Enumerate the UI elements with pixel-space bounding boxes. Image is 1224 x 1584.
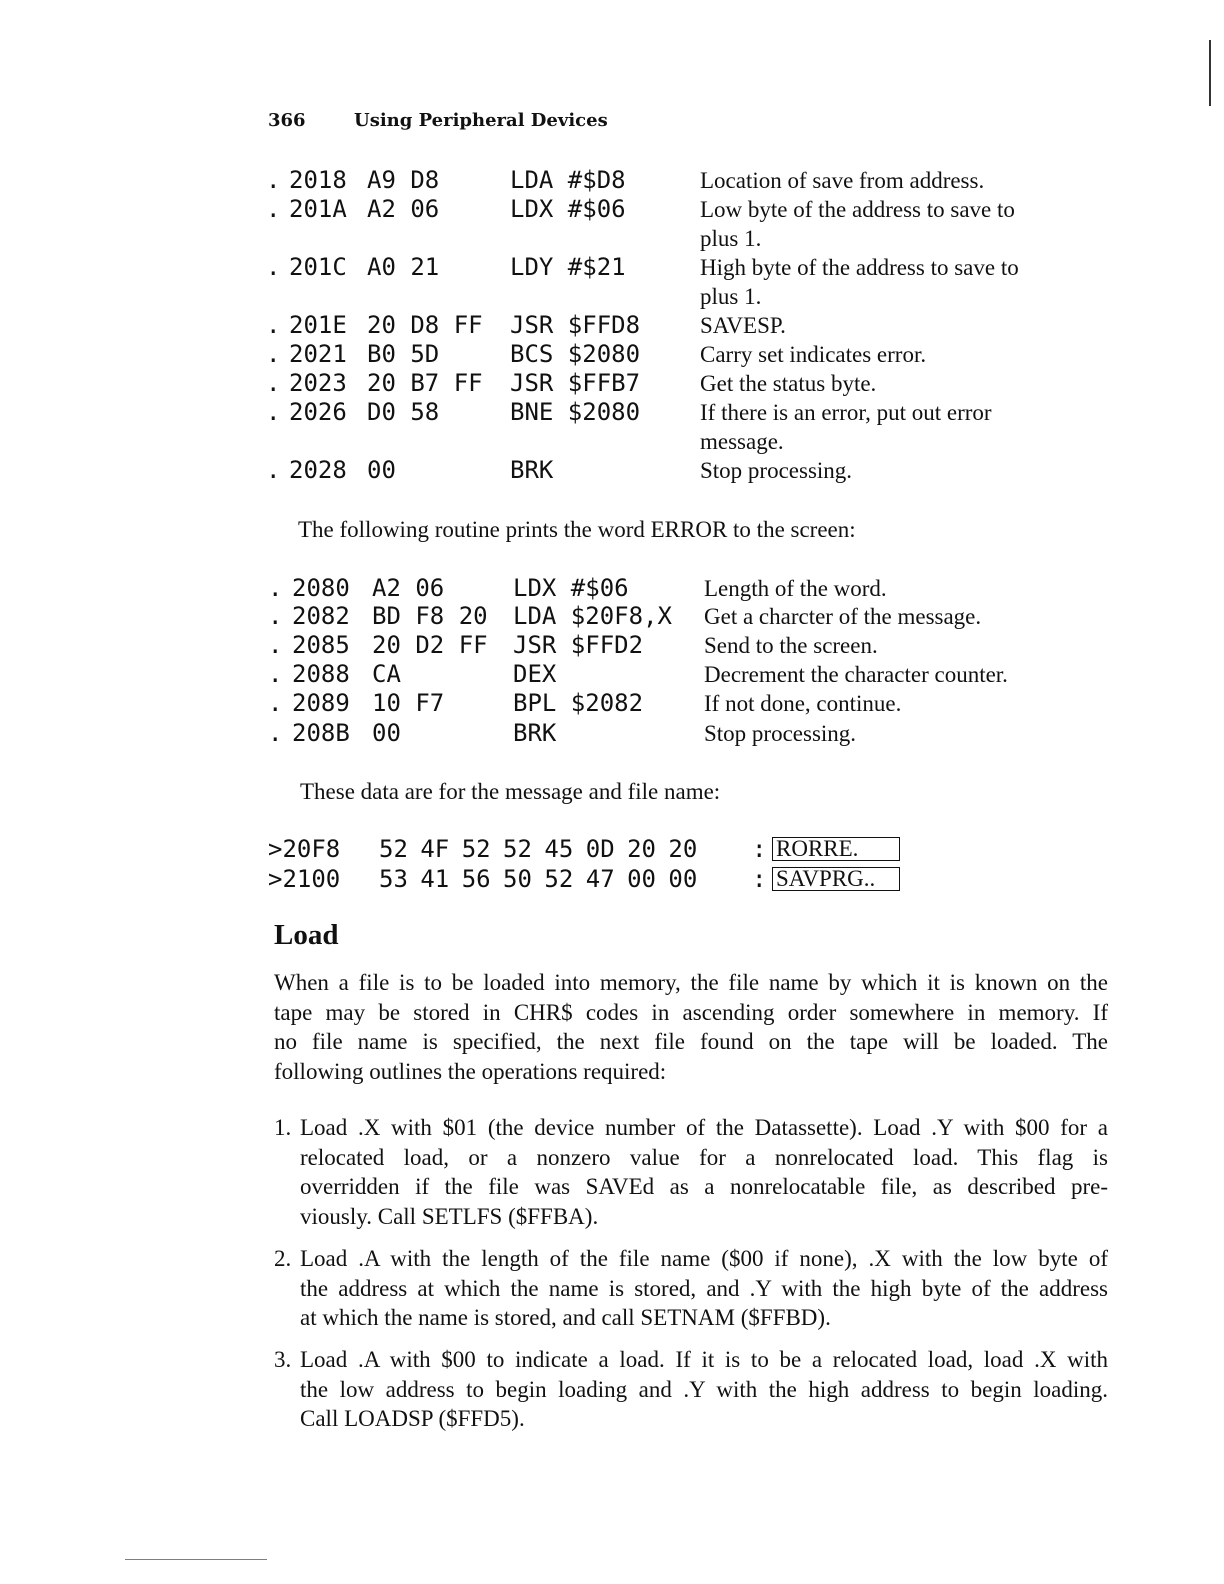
intro-paragraph-error-routine: The following routine prints the word ERROR to the screen: — [298, 517, 856, 542]
bullet-dot: . — [266, 195, 281, 223]
comment: Length of the word. — [704, 576, 887, 601]
list-item-text — [300, 1113, 1108, 1231]
bullet-dot: . — [266, 340, 281, 368]
bullet-dot: . — [266, 456, 281, 484]
colon-separator: : — [752, 835, 767, 863]
instruction: DEX — [513, 660, 557, 688]
instruction: BCS $2080 — [510, 340, 641, 368]
machine-bytes: D0 58 — [367, 398, 440, 426]
list-line: the low address to begin loading and .Y with the high address to begin loading. — [300, 1376, 1108, 1402]
address: 2089 — [292, 689, 350, 717]
comment: High byte of the address to save to — [700, 255, 1019, 280]
machine-bytes: 00 — [372, 719, 401, 747]
footer-rule — [125, 1559, 267, 1560]
comment: Get the status byte. — [700, 371, 877, 396]
address: 208B — [292, 719, 350, 747]
address: 2082 — [292, 602, 350, 630]
bullet-dot: . — [268, 602, 283, 630]
bullet-dot: . — [266, 253, 281, 281]
machine-bytes: A0 21 — [367, 253, 440, 281]
machine-bytes: A2 06 — [367, 195, 440, 223]
comment: Low byte of the address to save to — [700, 197, 1015, 222]
address: 2023 — [289, 369, 347, 397]
list-number: 1. — [274, 1115, 292, 1140]
comment: Decrement the character counter. — [704, 662, 1008, 687]
machine-bytes: 20 B7 FF — [367, 369, 483, 397]
instruction: LDA $20F8,X — [513, 602, 672, 630]
machine-bytes: A2 06 — [372, 574, 445, 602]
paragraph-line: tape may be stored in CHR$ codes in ascending order somewhere in memory. If — [274, 999, 1108, 1025]
address: 2085 — [292, 631, 350, 659]
bullet-dot: . — [268, 574, 283, 602]
list-item — [274, 1113, 1108, 1231]
ascii-box: RORRE. — [772, 837, 900, 861]
list-line: Load .A with $00 to indicate a load. If it is to be a relocated load, load .X with — [300, 1347, 1108, 1372]
instruction: LDY #$21 — [510, 253, 626, 281]
intro-paragraph-data: These data are for the message and file name: — [300, 779, 721, 804]
list-item — [274, 1244, 1108, 1333]
bullet-dot: . — [266, 369, 281, 397]
machine-bytes: B0 5D — [367, 340, 440, 368]
instruction: LDA #$D8 — [510, 166, 626, 194]
page-number: 366 — [268, 110, 306, 131]
machine-bytes: 10 F7 — [372, 689, 445, 717]
bullet-dot: . — [268, 689, 283, 717]
instruction: BRK — [513, 719, 557, 747]
address: 2018 — [289, 166, 347, 194]
dump-address: >20F8 — [268, 835, 341, 863]
bullet-dot: . — [268, 660, 283, 688]
instruction: LDX #$06 — [513, 574, 629, 602]
bullet-dot: . — [268, 719, 283, 747]
comment: SAVESP. — [700, 313, 786, 338]
comment: message. — [700, 429, 784, 454]
dump-bytes: 53 41 56 50 52 47 00 00 — [379, 865, 698, 893]
list-line: viously. Call SETLFS ($FFBA). — [300, 1203, 599, 1229]
comment: Location of save from address. — [700, 168, 985, 193]
comment: If there is an error, put out error — [700, 400, 992, 425]
list-item — [274, 1345, 1108, 1434]
instruction: LDX #$06 — [510, 195, 626, 223]
comment: plus 1. — [700, 226, 762, 251]
list-line: Call LOADSP ($FFD5). — [300, 1406, 525, 1431]
address: 2028 — [289, 456, 347, 484]
paragraph-line: When a file is to be loaded into memory, the file name by which it is known on the — [274, 970, 1108, 995]
comment: Carry set indicates error. — [700, 342, 927, 367]
comment: Get a charcter of the message. — [704, 604, 982, 629]
comment: Stop processing. — [704, 721, 857, 746]
instruction: BRK — [510, 456, 554, 484]
machine-bytes: 20 D8 FF — [367, 311, 483, 339]
address: 201C — [289, 253, 347, 281]
running-title: Using Peripheral Devices — [354, 110, 608, 131]
machine-bytes: A9 D8 — [367, 166, 440, 194]
address: 2026 — [289, 398, 347, 426]
dump-address: >2100 — [268, 865, 341, 893]
colon-separator: : — [752, 865, 767, 893]
comment: If not done, continue. — [704, 691, 902, 716]
page-edge-line — [1209, 40, 1211, 106]
list-item-text — [300, 1345, 1108, 1434]
address: 201E — [289, 311, 347, 339]
list-line: relocated load, or a nonzero value for a nonrelocated load. This flag is — [300, 1144, 1108, 1170]
machine-bytes: CA — [372, 660, 401, 688]
comment: Send to the screen. — [704, 633, 878, 658]
list-line: at which the name is stored, and call SETNAM ($FFBD). — [300, 1305, 831, 1330]
machine-bytes: 00 — [367, 456, 396, 484]
list-item-text — [300, 1244, 1108, 1333]
list-line: Load .A with the length of the file name ($00 if none), .X with the low byte of — [300, 1246, 1108, 1271]
comment: plus 1. — [700, 284, 762, 309]
comment: Stop processing. — [700, 458, 853, 483]
paragraph-line: following outlines the operations required: — [274, 1058, 667, 1084]
list-number: 3. — [274, 1347, 292, 1372]
instruction: BPL $2082 — [513, 689, 644, 717]
instruction: JSR $FFD8 — [510, 311, 641, 339]
machine-bytes: BD F8 20 — [372, 602, 488, 630]
load-paragraph — [274, 968, 1108, 1086]
list-line: the address at which the name is stored, and .Y with the high byte of the address — [300, 1275, 1108, 1301]
instruction: JSR $FFB7 — [510, 369, 641, 397]
address: 2021 — [289, 340, 347, 368]
list-line: overridden if the file was SAVEd as a nonrelocatable file, as described pre- — [300, 1174, 1108, 1199]
list-number: 2. — [274, 1246, 292, 1271]
address: 201A — [289, 195, 347, 223]
address: 2088 — [292, 660, 350, 688]
section-title: Load — [274, 919, 339, 951]
instruction: BNE $2080 — [510, 398, 641, 426]
bullet-dot: . — [266, 311, 281, 339]
dump-bytes: 52 4F 52 52 45 0D 20 20 — [379, 835, 698, 863]
bullet-dot: . — [268, 631, 283, 659]
address: 2080 — [292, 574, 350, 602]
machine-bytes: 20 D2 FF — [372, 631, 488, 659]
bullet-dot: . — [266, 166, 281, 194]
bullet-dot: . — [266, 398, 281, 426]
paragraph-line: no file name is specified, the next file found on the tape will be loaded. The — [274, 1029, 1108, 1054]
list-line: Load .X with $01 (the device number of the Datassette). Load .Y with $00 for a — [300, 1115, 1108, 1140]
instruction: JSR $FFD2 — [513, 631, 644, 659]
ascii-box: SAVPRG.. — [772, 867, 900, 891]
